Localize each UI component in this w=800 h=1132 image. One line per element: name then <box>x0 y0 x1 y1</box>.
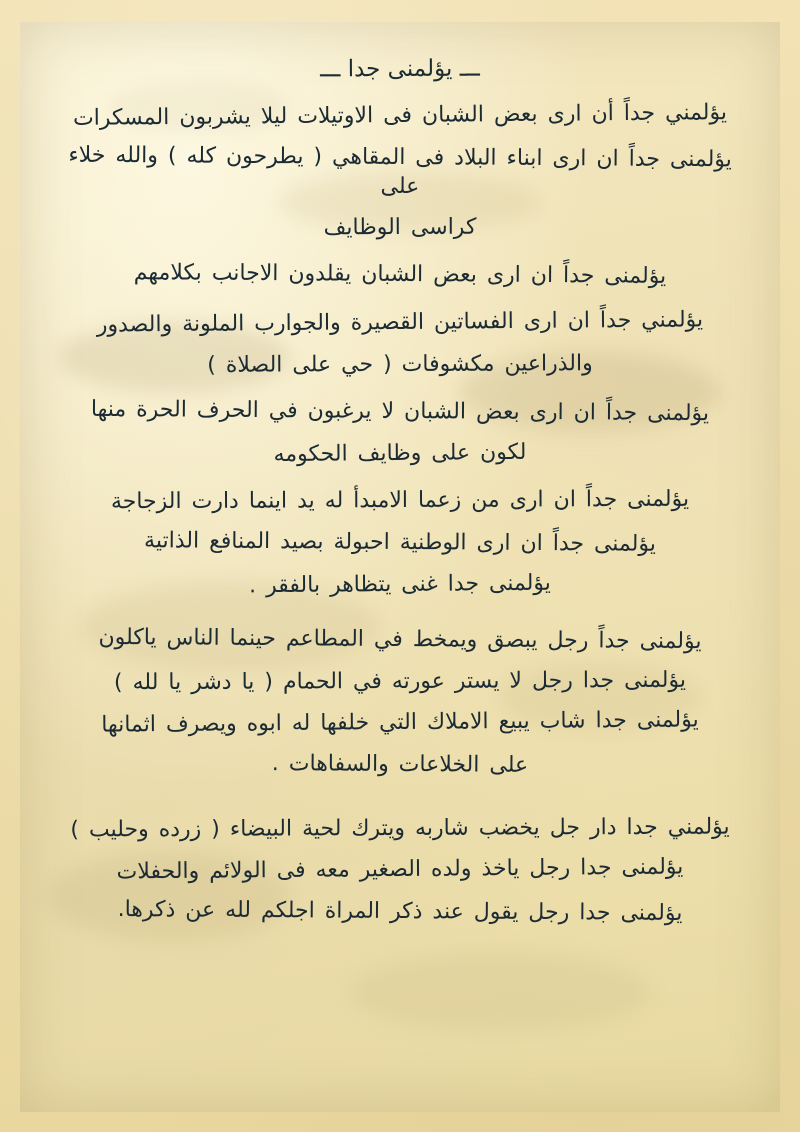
text-line: يؤلمنى جداً ان ارى بعض الشبان لا يرغبون في الحرف الحرة منها <box>90 396 710 427</box>
text-line: لكون على وظايف الحكومه <box>273 439 527 467</box>
text-line: يؤلمني جدا دار جل يخضب شاربه ويترك لحية البيضاء ( زرده وحليب ) <box>70 814 730 842</box>
paper-stain <box>350 952 650 1032</box>
text-line: يؤلمنى جدا شاب يبيع الاملاك التي خلفها له ابوه ويصرف اثمانها <box>101 707 699 738</box>
text-line: يؤلمنى جداً ان ارى ابناء البلاد فى المقاهي ( يطرحون كله ) والله خلاء على <box>68 142 732 199</box>
text-line: يؤلمنى جدا غنى يتظاهر بالفقر . <box>248 570 551 598</box>
text-line: يؤلمنى جدا رجل ياخذ ولده الصغير معه فى الولائم والحفلات <box>116 854 684 885</box>
text-line: يؤلمني جداً أن ارى بعض الشبان فى الاوتيلات ليلا يشربون المسكرات <box>72 100 728 131</box>
text-line: يؤلمني جداً ان ارى الفساتين القصيرة والجوارب الملونة والصدور <box>96 307 704 338</box>
page-title: ـــ يؤلمنى جدا ـــ <box>320 55 480 83</box>
text-line: يؤلمنى جداً ان ارى بعض الشبان يقلدون الاجانب بكلامهم <box>133 260 667 290</box>
text-line: يؤلمنى جداً ان ارى من زعما الامبدأ له يد اينما دارت الزجاجة <box>110 487 690 515</box>
text-line: يؤلمنى جدا رجل لا يستر عورته في الحمام ( يا دشر يا لله ) <box>113 667 687 695</box>
text-line: على الخلاعات والسفاهات . <box>271 751 529 778</box>
text-line: كراسى الوظايف <box>323 214 477 241</box>
text-line: يؤلمنى جداً رجل يبصق ويمخط في المطاعم حينما الناس ياكلون <box>98 625 702 655</box>
text-line: يؤلمنى جدا رجل يقول عند ذكر المراة اجلكم لله عن ذكرها. <box>117 896 683 926</box>
spacer <box>54 793 746 815</box>
text-line: والذراعين مكشوفات ( حي على الصلاة ) <box>207 350 593 378</box>
document-body <box>54 56 746 926</box>
text-line: يؤلمنى جداً ان ارى الوطنية احبولة بصيد المنافع الذاتية <box>144 528 656 557</box>
paper-sheet <box>20 22 780 1112</box>
